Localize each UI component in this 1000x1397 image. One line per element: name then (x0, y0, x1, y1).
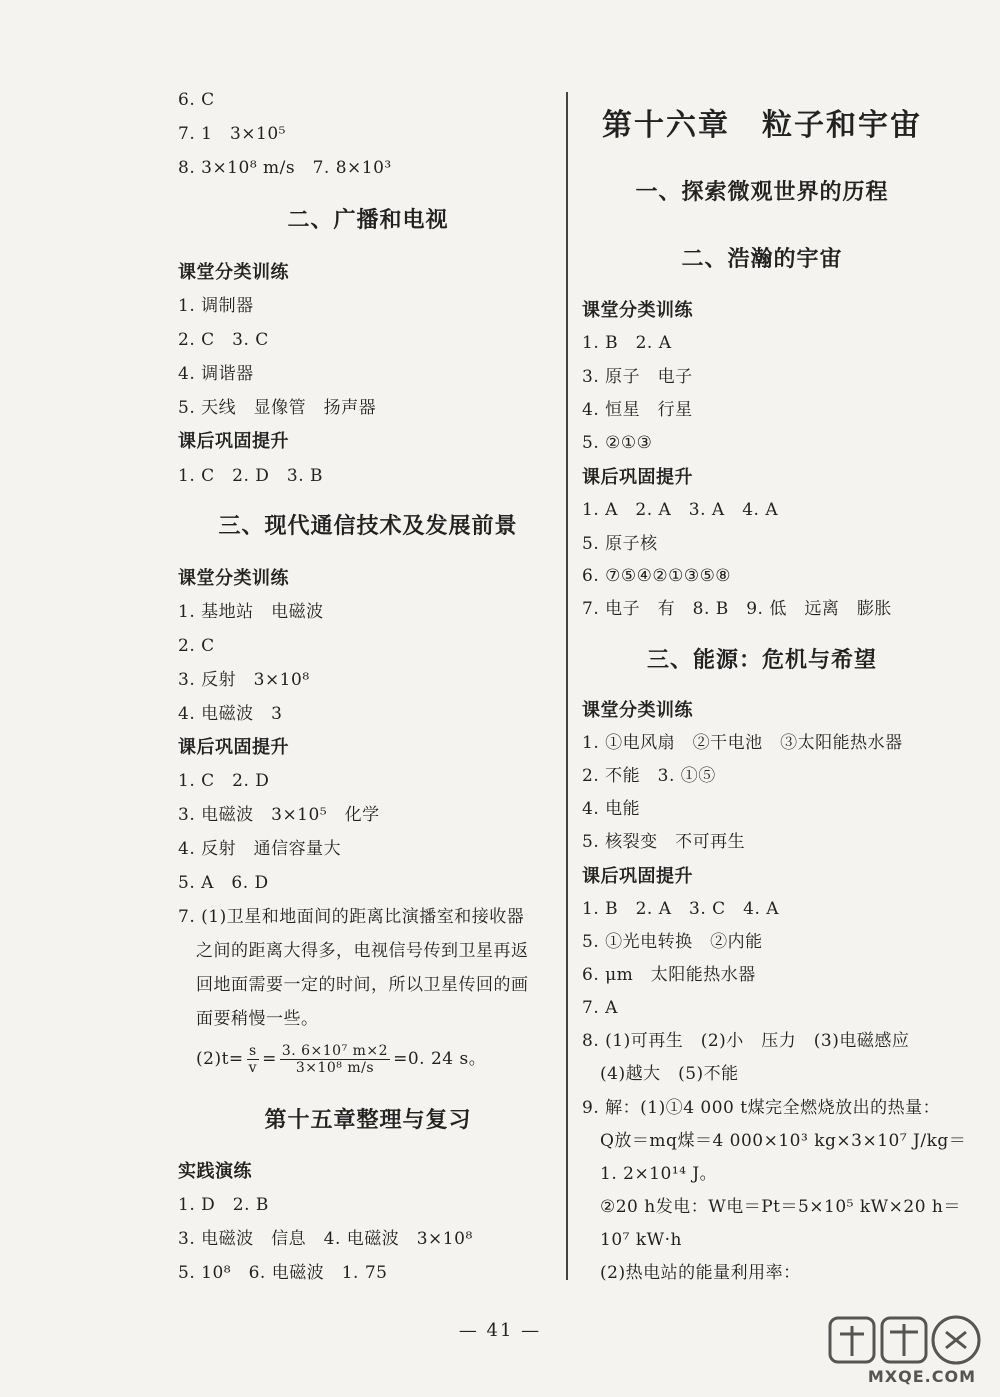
answer-line: 7. 电子 有 8. B 9. 低 远离 膨胀 (582, 599, 892, 619)
answer-line: 8. 3×10⁸ m/s 7. 8×10³ (178, 158, 392, 178)
answer-line: 6. ⑦⑤④②①③⑤⑧ (582, 566, 732, 586)
answer-line: 2. C 3. C (178, 330, 269, 350)
answer-line: 1. B 2. A (582, 333, 672, 353)
subheading: 课后巩固提升 (178, 431, 289, 452)
answer-line: 面要稍慢一些。 (196, 1009, 319, 1029)
answer-line: 1. 2×10¹⁴ J。 (600, 1164, 718, 1184)
answer-line: 10⁷ kW·h (600, 1230, 682, 1250)
section-heading: 第十五章整理与复习 (264, 1107, 472, 1133)
answer-line: 回地面需要一定的时间，所以卫星传回的画 (196, 975, 529, 995)
formula-text: (2)t= (196, 1049, 244, 1069)
answer-line: 1. C 2. D (178, 771, 270, 791)
answer-line: 1. 调制器 (178, 296, 254, 316)
answer-line: Q放＝mq煤＝4 000×10³ kg×3×10⁷ J/kg＝ (600, 1131, 967, 1151)
section-heading: 一、探索微观世界的历程 (635, 179, 889, 205)
subheading: 课后巩固提升 (178, 737, 289, 758)
fraction (247, 1043, 259, 1076)
fraction-numerator: 3. 6×10⁷ m×2 (281, 1043, 389, 1059)
answer-line: 5. ①光电转换 ②内能 (582, 932, 763, 952)
answer-line: 1. 基地站 电磁波 (178, 602, 324, 622)
subheading: 课后巩固提升 (582, 866, 693, 887)
answer-line: 4. 电能 (582, 799, 641, 819)
answer-line: 4. 电磁波 3 (178, 704, 283, 724)
watermark-text: MXQE.COM (867, 1367, 976, 1386)
answer-line: 5. 10⁸ 6. 电磁波 1. 75 (178, 1263, 388, 1283)
answer-line: 1. C 2. D 3. B (178, 466, 324, 486)
subheading: 课后巩固提升 (582, 467, 693, 488)
fraction (280, 1043, 390, 1076)
answer-line: 6. μm 太阳能热水器 (582, 965, 756, 985)
page-number: — 41 — (458, 1320, 542, 1341)
formula-text: =0. 24 s。 (393, 1049, 487, 1069)
answer-line: 3. 反射 3×10⁸ (178, 670, 310, 690)
answer-line: 4. 反射 通信容量大 (178, 839, 342, 859)
formula-text: = (262, 1049, 277, 1069)
watermark-logo (820, 1310, 990, 1390)
answer-line: 7. (1)卫星和地面间的距离比演播室和接收器 (178, 907, 525, 927)
fraction-denominator: 3×10⁸ m/s (295, 1060, 375, 1076)
answer-line: 3. 电磁波 信息 4. 电磁波 3×10⁸ (178, 1229, 473, 1249)
answer-line: 4. 调谐器 (178, 364, 254, 384)
answer-line: 5. 原子核 (582, 534, 658, 554)
answer-line: 1. B 2. A 3. C 4. A (582, 899, 780, 919)
section-heading: 三、现代通信技术及发展前景 (218, 513, 518, 539)
answer-line: 6. C (178, 90, 215, 110)
subheading: 课堂分类训练 (582, 300, 693, 321)
answer-line: 7. A (582, 998, 618, 1018)
column-divider (566, 92, 568, 1280)
answer-line: 1. A 2. A 3. A 4. A (582, 500, 779, 520)
answer-line: 1. D 2. B (178, 1195, 269, 1215)
subheading: 课堂分类训练 (582, 700, 693, 721)
answer-line: 7. 1 3×10⁵ (178, 124, 286, 144)
answer-line: (2)热电站的能量利用率： (600, 1263, 801, 1283)
fraction-numerator: s (247, 1043, 259, 1060)
subheading: 课堂分类训练 (178, 262, 289, 283)
fraction-denominator: v (248, 1060, 258, 1076)
subheading: 课堂分类训练 (178, 568, 289, 589)
chapter-title: 第十六章 粒子和宇宙 (602, 108, 922, 143)
section-heading: 二、广播和电视 (287, 207, 449, 233)
answer-line: 3. 原子 电子 (582, 367, 693, 387)
answer-line: 9. 解：(1)①4 000 t煤完全燃烧放出的热量： (582, 1098, 941, 1118)
answer-line: 5. 核裂变 不可再生 (582, 832, 746, 852)
answer-line: ②20 h发电：W电＝Pt＝5×10⁵ kW×20 h＝ (600, 1197, 961, 1217)
answer-line: 3. 电磁波 3×10⁵ 化学 (178, 805, 380, 825)
section-heading: 三、能源：危机与希望 (646, 647, 877, 673)
answer-line: 4. 恒星 行星 (582, 400, 693, 420)
answer-line: 5. A 6. D (178, 873, 269, 893)
answer-line: 5. ②①③ (582, 433, 653, 453)
answer-line: 之间的距离大得多，电视信号传到卫星再返 (196, 941, 529, 961)
answer-line: 2. 不能 3. ①⑤ (582, 766, 716, 786)
answer-line: 8. (1)可再生 (2)小 压力 (3)电磁感应 (582, 1031, 910, 1051)
subheading: 实践演练 (178, 1161, 252, 1182)
answer-line: 2. C (178, 636, 215, 656)
answer-line: 5. 天线 显像管 扬声器 (178, 398, 377, 418)
section-heading: 二、浩瀚的宇宙 (681, 246, 843, 272)
answer-line: 1. ①电风扇 ②干电池 ③太阳能热水器 (582, 733, 903, 753)
answer-line: (4)越大 (5)不能 (600, 1064, 739, 1084)
formula-line (196, 1042, 486, 1076)
